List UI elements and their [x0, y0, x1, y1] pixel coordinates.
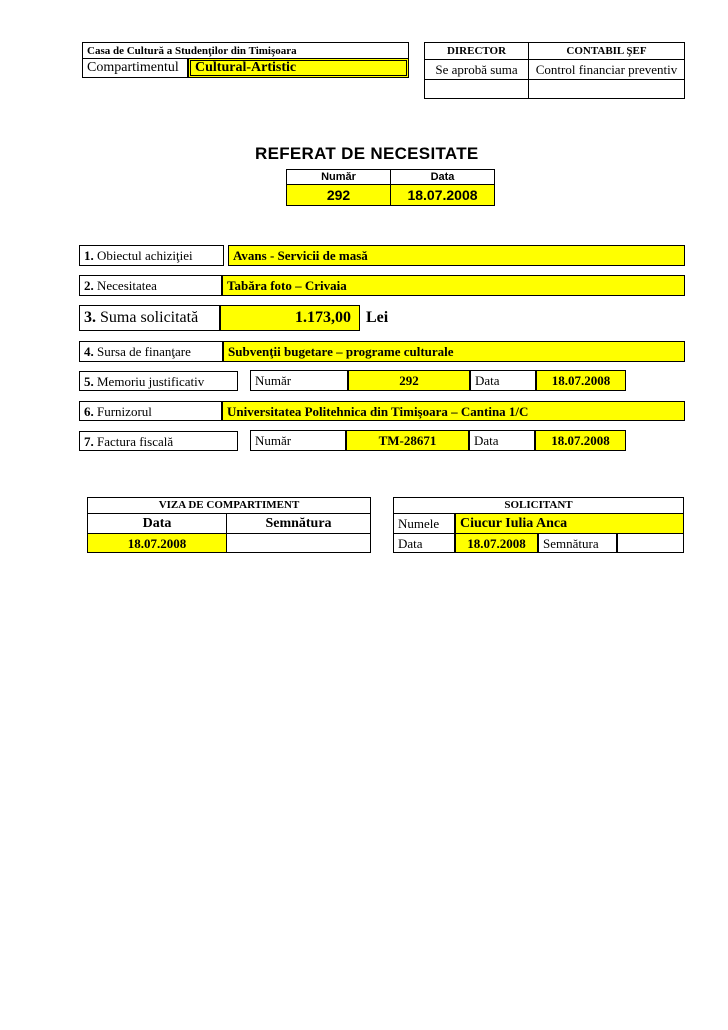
field-4-value: Subvenţii bugetare – programe culturale: [223, 341, 685, 362]
title-number-value: 292: [286, 184, 391, 206]
field-3-currency: Lei: [366, 309, 389, 326]
department-label: Compartimentul: [82, 58, 188, 78]
field-4-label: Sursa de finanţare: [97, 344, 191, 359]
field-7-number-label: Număr: [250, 430, 346, 451]
solicitant-name-value: Ciucur Iulia Anca: [455, 513, 684, 534]
institution-name: Casa de Cultură a Studenţilor din Timişoara: [82, 42, 409, 60]
field-3-amount: 1.173,00: [220, 305, 360, 331]
field-6-label: Furnizorul: [97, 403, 152, 419]
viza-title: VIZA DE COMPARTIMENT: [87, 497, 371, 514]
field-7-label-cell: [79, 431, 238, 451]
title-number-label: Număr: [286, 169, 391, 185]
field-7-date-label: Data: [469, 430, 535, 451]
department-value: Cultural-Artistic: [188, 58, 409, 78]
solicitant-title: SOLICITANT: [393, 497, 684, 514]
field-5-date-value: 18.07.2008: [536, 370, 626, 391]
field-6-label-cell: [79, 401, 222, 421]
field-5-number: 5.: [84, 373, 94, 389]
field-4-number: 4.: [84, 344, 94, 359]
field-6-value: Universitatea Politehnica din Timişoara – Cantina 1/C: [222, 401, 685, 421]
director-signature-box[interactable]: [424, 79, 529, 99]
field-7-number-value: TM-28671: [346, 430, 469, 451]
field-2-label: Necesitatea: [97, 278, 157, 293]
field-5-number-label: Număr: [250, 370, 348, 391]
viza-signature-label: Semnătura: [226, 513, 371, 534]
field-5-label: Memoriu justificativ: [97, 373, 205, 389]
solicitant-signature-box[interactable]: [617, 533, 684, 553]
field-1-label-cell: [79, 245, 224, 266]
field-1-label: Obiectul achiziţiei: [97, 248, 193, 263]
document-title: REFERAT DE NECESITATE: [255, 144, 479, 163]
solicitant-signature-label: Semnătura: [538, 533, 617, 553]
financial-control-label: Control financiar preventiv: [528, 59, 685, 80]
field-3-label-cell: [79, 305, 220, 331]
field-3-number: 3.: [84, 309, 96, 326]
field-4-label-cell: [79, 341, 223, 362]
solicitant-name-label: Numele: [393, 513, 455, 534]
field-5-date-label: Data: [470, 370, 536, 391]
field-3-label: Suma solicitată: [100, 309, 199, 326]
title-date-label: Data: [390, 169, 495, 185]
field-1-number: 1.: [84, 248, 94, 263]
viza-date-label: Data: [87, 513, 227, 534]
field-2-number: 2.: [84, 278, 94, 293]
field-2-label-cell: [79, 275, 222, 296]
field-7-number: 7.: [84, 433, 94, 449]
field-5-number-value: 292: [348, 370, 470, 391]
field-5-label-cell: [79, 371, 238, 391]
solicitant-date-value: 18.07.2008: [455, 533, 538, 553]
director-header: DIRECTOR: [424, 42, 529, 60]
viza-signature-box[interactable]: [226, 533, 371, 553]
solicitant-date-label: Data: [393, 533, 455, 553]
title-date-value: 18.07.2008: [390, 184, 495, 206]
field-7-label: Factura fiscală: [97, 433, 174, 449]
chief-accountant-header: CONTABIL ŞEF: [528, 42, 685, 60]
approve-amount-label: Se aprobă suma: [424, 59, 529, 80]
accountant-signature-box[interactable]: [528, 79, 685, 99]
field-1-value: Avans - Servicii de masă: [228, 245, 685, 266]
field-7-date-value: 18.07.2008: [535, 430, 626, 451]
field-6-number: 6.: [84, 403, 94, 419]
field-2-value: Tabăra foto – Crivaia: [222, 275, 685, 296]
viza-date-value: 18.07.2008: [87, 533, 227, 553]
